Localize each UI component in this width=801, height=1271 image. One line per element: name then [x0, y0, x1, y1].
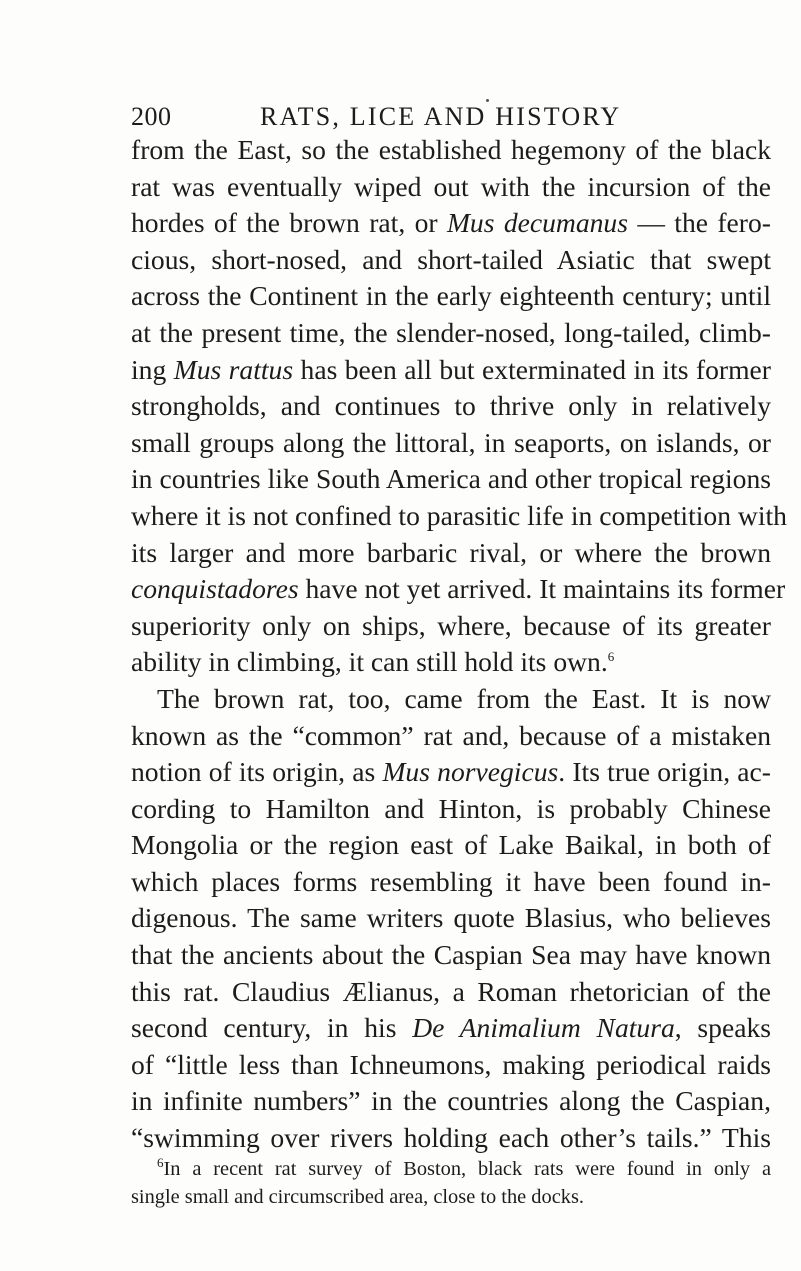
- text-line: known as the “common” rat and, because of a mistaken: [131, 719, 771, 751]
- text-line: across the Continent in the early eighteenth century; until: [131, 280, 771, 312]
- footnote-line: single small and circumscribed area, close to the docks.: [131, 1186, 584, 1208]
- text-line: superiority only on ships, where, because of its greater: [131, 609, 771, 641]
- text-line: of “little less than Ichneumons, making periodical raids: [131, 1048, 771, 1080]
- page-number: 200: [131, 102, 172, 131]
- text-line: The brown rat, too, came from the East. It is now: [157, 682, 771, 714]
- footnote-text: In a recent rat survey of Boston, black rats were found in only a: [163, 1158, 771, 1180]
- text-line: [131, 644, 771, 681]
- text-line: where it is not confined to parasitic life in competition with: [131, 499, 787, 531]
- text-line: hordes of the brown rat, or Mus decumanus — the fero-: [131, 207, 771, 239]
- italic-term: conquistadores: [131, 573, 299, 605]
- text-line: digenous. The same writers quote Blasius, who believes: [131, 902, 771, 934]
- italic-term: De Animalium Natura: [412, 1012, 675, 1044]
- text-line: its larger and more barbaric rival, or where the brown: [131, 536, 771, 568]
- text-line: in infinite numbers” in the countries along the Caspian,: [131, 1085, 771, 1117]
- text-line: from the East, so the established hegemony of the black: [131, 134, 771, 165]
- text-line: small groups along the littoral, in seaports, on islands, or: [131, 426, 771, 458]
- text-line: ing Mus rattus has been all but exterminated in its former: [131, 353, 771, 385]
- text-line: strongholds, and continues to thrive only in relatively: [131, 390, 771, 422]
- text-line: conquistadores have not yet arrived. It maintains its former: [131, 573, 786, 605]
- text-segment: ability in climbing, it can still hold its own.: [131, 646, 608, 678]
- text-line: cious, short-nosed, and short-tailed Asiatic that swept: [131, 243, 771, 275]
- text-line: notion of its origin, as Mus norvegicus. Its true origin, ac-: [131, 756, 771, 788]
- text-line: in countries like South America and other tropical regions: [131, 463, 771, 495]
- footnote-reference: 6: [607, 649, 615, 665]
- text-line: cording to Hamilton and Hinton, is probably Chinese: [131, 792, 771, 824]
- text-line: “swimming over rivers holding each other’s tails.” This: [131, 1122, 771, 1154]
- footnote-marker: 6: [157, 1155, 164, 1171]
- text-line: at the present time, the slender-nosed, long-tailed, climb-: [131, 316, 771, 348]
- text-line: which places forms resembling it have been found in-: [131, 865, 771, 897]
- text-line: this rat. Claudius Ælianus, a Roman rhetorician of the: [131, 975, 771, 1007]
- italic-term: Mus norvegicus: [382, 756, 559, 788]
- italic-term: Mus rattus: [173, 353, 294, 385]
- text-line: that the ancients about the Caspian Sea may have known: [131, 939, 771, 971]
- running-title: RATS, LICE AND HISTORY: [260, 102, 622, 131]
- footnote-line: [131, 1155, 771, 1183]
- footnote: [131, 1155, 771, 1211]
- body-text: [131, 132, 787, 1157]
- text-line: rat was eventually wiped out with the incursion of the: [131, 170, 771, 202]
- text-line: Mongolia or the region east of Lake Baikal, in both of: [131, 829, 771, 861]
- text-line: second century, in his De Animalium Natura, speaks: [131, 1012, 772, 1044]
- italic-term: Mus decumanus: [446, 207, 628, 239]
